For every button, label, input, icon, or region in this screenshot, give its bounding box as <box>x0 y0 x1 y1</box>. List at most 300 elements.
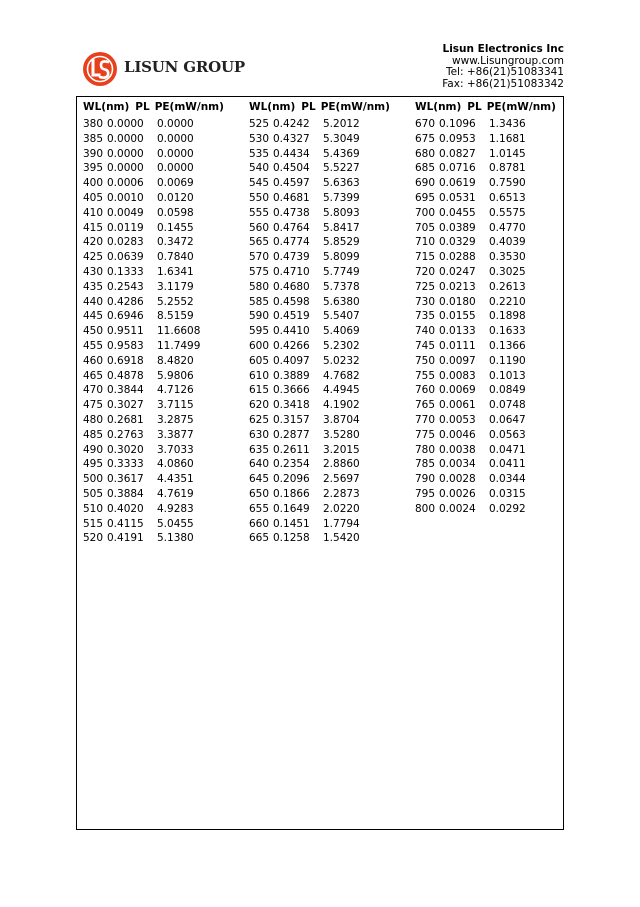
cell-wl: 680 <box>415 147 436 160</box>
cell-pl: 0.4764 <box>273 221 310 234</box>
table-row <box>415 443 556 458</box>
table-row <box>83 502 224 517</box>
cell-wl: 475 <box>83 399 104 412</box>
cell-pl: 0.0097 <box>439 354 476 367</box>
cell-wl: 580 <box>249 280 270 293</box>
cell-wl: 745 <box>415 339 436 352</box>
table-row <box>249 443 390 458</box>
cell-pl: 0.1096 <box>439 118 476 130</box>
cell-pe: 5.7399 <box>323 191 360 204</box>
cell-pe: 11.7499 <box>157 339 201 352</box>
cell-wl: 545 <box>249 177 270 190</box>
cell-pe: 2.2873 <box>323 487 360 500</box>
table-row <box>249 235 390 250</box>
header-pe: PE(mW/nm) <box>486 101 556 113</box>
cell-wl: 530 <box>249 132 270 145</box>
cell-pl: 0.0069 <box>439 384 476 397</box>
cell-pe: 1.3436 <box>489 118 526 130</box>
cell-pl: 0.0034 <box>439 458 476 471</box>
cell-wl: 660 <box>249 517 270 530</box>
cell-wl: 795 <box>415 487 436 500</box>
cell-wl: 765 <box>415 399 436 412</box>
cell-pe: 5.8099 <box>323 251 360 264</box>
cell-pl: 0.0000 <box>107 132 144 145</box>
cell-pe: 5.5407 <box>323 310 360 323</box>
cell-wl: 775 <box>415 428 436 441</box>
cell-wl: 710 <box>415 236 436 249</box>
cell-pe: 5.1380 <box>157 532 194 545</box>
table-row <box>83 472 224 487</box>
cell-pe: 0.0120 <box>157 191 194 204</box>
cell-pl: 0.9583 <box>107 339 144 352</box>
cell-pe: 3.1179 <box>157 280 194 293</box>
cell-pl: 0.2681 <box>107 413 144 426</box>
cell-wl: 435 <box>83 280 104 293</box>
cell-pl: 0.4598 <box>273 295 310 308</box>
page-header <box>76 44 566 94</box>
cell-pl: 0.4597 <box>273 177 310 190</box>
cell-pe: 0.7590 <box>489 177 526 190</box>
table-row <box>249 206 390 221</box>
cell-pl: 0.1649 <box>273 502 310 515</box>
header-pl: PL <box>467 101 482 113</box>
table-row <box>415 295 556 310</box>
cell-pl: 0.0053 <box>439 413 476 426</box>
cell-pl: 0.0000 <box>107 162 144 175</box>
cell-wl: 785 <box>415 458 436 471</box>
cell-wl: 455 <box>83 339 104 352</box>
cell-wl: 770 <box>415 413 436 426</box>
cell-pl: 0.6918 <box>107 354 144 367</box>
cell-pl: 0.1866 <box>273 487 310 500</box>
table-row <box>415 191 556 206</box>
cell-pl: 0.9511 <box>107 325 144 338</box>
table-row <box>83 457 224 472</box>
table-row <box>415 398 556 413</box>
cell-pl: 0.4286 <box>107 295 144 308</box>
table-row <box>83 161 224 176</box>
table-row <box>83 250 224 265</box>
cell-pl: 0.1451 <box>273 517 310 530</box>
cell-pl: 0.3889 <box>273 369 310 382</box>
table-row <box>83 398 224 413</box>
cell-pl: 0.0061 <box>439 399 476 412</box>
table-row <box>415 369 556 384</box>
table-row <box>83 176 224 191</box>
cell-pe: 5.4069 <box>323 325 360 338</box>
table-row <box>83 309 224 324</box>
cell-wl: 695 <box>415 191 436 204</box>
table-row <box>249 472 390 487</box>
cell-wl: 500 <box>83 473 104 486</box>
table-row <box>83 413 224 428</box>
cell-wl: 395 <box>83 162 104 175</box>
cell-pl: 0.0389 <box>439 221 476 234</box>
table-row <box>415 487 556 502</box>
cell-pe: 4.1902 <box>323 399 360 412</box>
cell-wl: 550 <box>249 191 270 204</box>
cell-wl: 620 <box>249 399 270 412</box>
cell-wl: 415 <box>83 221 104 234</box>
cell-pe: 8.4820 <box>157 354 194 367</box>
cell-pe: 0.3472 <box>157 236 194 249</box>
cell-wl: 675 <box>415 132 436 145</box>
cell-pe: 1.1681 <box>489 132 526 145</box>
cell-pe: 0.8781 <box>489 162 526 175</box>
cell-pe: 0.0563 <box>489 428 526 441</box>
cell-pe: 5.9806 <box>157 369 194 382</box>
table-row <box>249 487 390 502</box>
cell-pe: 4.4945 <box>323 384 360 397</box>
table-row <box>249 457 390 472</box>
header-wl: WL(nm) <box>249 101 296 113</box>
cell-pe: 1.0145 <box>489 147 526 160</box>
cell-pl: 0.0024 <box>439 502 476 515</box>
company-info <box>442 44 564 90</box>
cell-pe: 0.1633 <box>489 325 526 338</box>
cell-pe: 0.0292 <box>489 502 526 515</box>
table-row <box>249 221 390 236</box>
cell-pl: 0.0006 <box>107 177 144 190</box>
table-row <box>415 280 556 295</box>
cell-pl: 0.0010 <box>107 191 144 204</box>
header-pe: PE(mW/nm) <box>320 101 390 113</box>
cell-pl: 0.2763 <box>107 428 144 441</box>
header-wl: WL(nm) <box>415 101 462 113</box>
header-pl: PL <box>301 101 316 113</box>
cell-pl: 0.4266 <box>273 339 310 352</box>
cell-pl: 0.4097 <box>273 354 310 367</box>
brand-name: LISUN GROUP <box>124 58 245 76</box>
table-row <box>415 221 556 236</box>
company-name: Lisun Electronics Inc <box>442 43 564 55</box>
cell-pl: 0.0083 <box>439 369 476 382</box>
cell-wl: 425 <box>83 251 104 264</box>
cell-wl: 440 <box>83 295 104 308</box>
cell-pl: 0.2543 <box>107 280 144 293</box>
table-row <box>415 206 556 221</box>
cell-pl: 0.4504 <box>273 162 310 175</box>
cell-pl: 0.6946 <box>107 310 144 323</box>
table-row <box>415 324 556 339</box>
cell-pe: 3.7115 <box>157 399 194 412</box>
cell-wl: 510 <box>83 502 104 515</box>
cell-wl: 725 <box>415 280 436 293</box>
table-row <box>415 383 556 398</box>
cell-wl: 525 <box>249 118 270 130</box>
cell-wl: 540 <box>249 162 270 175</box>
cell-wl: 405 <box>83 191 104 204</box>
table-row <box>249 383 390 398</box>
table-row <box>249 132 390 147</box>
cell-pl: 0.3884 <box>107 487 144 500</box>
cell-pl: 0.4738 <box>273 206 310 219</box>
cell-pe: 3.8704 <box>323 413 360 426</box>
table-row <box>83 206 224 221</box>
cell-wl: 750 <box>415 354 436 367</box>
cell-pl: 0.3418 <box>273 399 310 412</box>
cell-pe: 11.6608 <box>157 325 201 338</box>
table-row <box>249 250 390 265</box>
table-row <box>415 161 556 176</box>
cell-pe: 5.8417 <box>323 221 360 234</box>
table-row <box>249 531 390 546</box>
cell-pe: 0.0000 <box>157 162 194 175</box>
cell-pe: 5.6380 <box>323 295 360 308</box>
cell-wl: 730 <box>415 295 436 308</box>
cell-pl: 0.0639 <box>107 251 144 264</box>
cell-pl: 0.4191 <box>107 532 144 545</box>
cell-pe: 0.0471 <box>489 443 526 456</box>
cell-pl: 0.3020 <box>107 443 144 456</box>
cell-pe: 0.3530 <box>489 251 526 264</box>
cell-pl: 0.0155 <box>439 310 476 323</box>
cell-wl: 600 <box>249 339 270 352</box>
data-column-3 <box>415 101 556 517</box>
cell-pl: 0.0619 <box>439 177 476 190</box>
cell-wl: 480 <box>83 413 104 426</box>
cell-pe: 0.6513 <box>489 191 526 204</box>
cell-pl: 0.2877 <box>273 428 310 441</box>
cell-pl: 0.3157 <box>273 413 310 426</box>
cell-pe: 5.6363 <box>323 177 360 190</box>
header-wl: WL(nm) <box>83 101 130 113</box>
cell-wl: 630 <box>249 428 270 441</box>
table-row <box>249 265 390 280</box>
cell-wl: 700 <box>415 206 436 219</box>
cell-wl: 505 <box>83 487 104 500</box>
cell-pe: 4.9283 <box>157 502 194 515</box>
cell-wl: 520 <box>83 532 104 545</box>
table-row <box>83 354 224 369</box>
cell-wl: 430 <box>83 265 104 278</box>
cell-pl: 0.4878 <box>107 369 144 382</box>
cell-pl: 0.2354 <box>273 458 310 471</box>
cell-pl: 0.0247 <box>439 265 476 278</box>
cell-pe: 0.0598 <box>157 206 194 219</box>
cell-pe: 4.4351 <box>157 473 194 486</box>
column-header <box>415 101 556 117</box>
company-tel: Tel: +86(21)51083341 <box>445 66 564 78</box>
table-row <box>415 413 556 428</box>
data-table-frame <box>76 96 564 830</box>
cell-pl: 0.0953 <box>439 132 476 145</box>
cell-pe: 3.3877 <box>157 428 194 441</box>
table-row <box>249 295 390 310</box>
cell-wl: 605 <box>249 354 270 367</box>
cell-wl: 590 <box>249 310 270 323</box>
cell-pl: 0.0028 <box>439 473 476 486</box>
cell-pl: 0.0046 <box>439 428 476 441</box>
table-row <box>249 428 390 443</box>
table-row <box>249 369 390 384</box>
table-row <box>415 132 556 147</box>
cell-pl: 0.3027 <box>107 399 144 412</box>
cell-pl: 0.0455 <box>439 206 476 219</box>
cell-wl: 645 <box>249 473 270 486</box>
table-row <box>83 487 224 502</box>
table-row <box>249 413 390 428</box>
table-row <box>83 339 224 354</box>
table-row <box>415 309 556 324</box>
table-row <box>83 531 224 546</box>
cell-wl: 780 <box>415 443 436 456</box>
cell-pl: 0.0000 <box>107 147 144 160</box>
cell-wl: 655 <box>249 502 270 515</box>
cell-wl: 800 <box>415 502 436 515</box>
table-row <box>415 428 556 443</box>
cell-pe: 3.2875 <box>157 413 194 426</box>
cell-wl: 685 <box>415 162 436 175</box>
cell-pl: 0.0827 <box>439 147 476 160</box>
company-website: www.Lisungroup.com <box>452 54 564 67</box>
cell-pe: 3.2015 <box>323 443 360 456</box>
cell-pl: 0.1333 <box>107 265 144 278</box>
cell-pe: 8.5159 <box>157 310 194 323</box>
cell-pe: 2.8860 <box>323 458 360 471</box>
table-row <box>249 324 390 339</box>
table-row <box>249 280 390 295</box>
cell-wl: 565 <box>249 236 270 249</box>
cell-wl: 450 <box>83 325 104 338</box>
cell-pe: 0.0748 <box>489 399 526 412</box>
table-row <box>249 176 390 191</box>
cell-pl: 0.4739 <box>273 251 310 264</box>
cell-pl: 0.4710 <box>273 265 310 278</box>
cell-wl: 665 <box>249 532 270 545</box>
cell-pe: 5.2552 <box>157 295 194 308</box>
cell-pe: 5.8093 <box>323 206 360 219</box>
table-row <box>83 221 224 236</box>
cell-wl: 635 <box>249 443 270 456</box>
cell-pl: 0.0026 <box>439 487 476 500</box>
cell-pe: 0.0000 <box>157 118 194 130</box>
table-row <box>249 309 390 324</box>
cell-pe: 0.1455 <box>157 221 194 234</box>
cell-pe: 1.5420 <box>323 532 360 545</box>
table-row <box>415 339 556 354</box>
cell-wl: 670 <box>415 118 436 130</box>
cell-wl: 615 <box>249 384 270 397</box>
table-row <box>249 502 390 517</box>
cell-pl: 0.1258 <box>273 532 310 545</box>
cell-pe: 5.2302 <box>323 339 360 352</box>
cell-pe: 0.2210 <box>489 295 526 308</box>
header-pl: PL <box>135 101 150 113</box>
cell-pe: 4.0860 <box>157 458 194 471</box>
cell-pe: 0.4039 <box>489 236 526 249</box>
cell-pl: 0.0133 <box>439 325 476 338</box>
table-row <box>415 457 556 472</box>
cell-pe: 0.2613 <box>489 280 526 293</box>
cell-pe: 1.7794 <box>323 517 360 530</box>
cell-wl: 595 <box>249 325 270 338</box>
cell-pl: 0.3666 <box>273 384 310 397</box>
table-row <box>83 428 224 443</box>
cell-wl: 465 <box>83 369 104 382</box>
table-row <box>415 176 556 191</box>
cell-wl: 760 <box>415 384 436 397</box>
cell-pl: 0.4020 <box>107 502 144 515</box>
table-row <box>249 398 390 413</box>
cell-pl: 0.0119 <box>107 221 144 234</box>
cell-pe: 1.6341 <box>157 265 194 278</box>
cell-pe: 3.5280 <box>323 428 360 441</box>
cell-pl: 0.4115 <box>107 517 144 530</box>
cell-wl: 385 <box>83 132 104 145</box>
cell-pl: 0.0000 <box>107 118 144 130</box>
table-row <box>83 147 224 162</box>
cell-pl: 0.4434 <box>273 147 310 160</box>
table-row <box>83 383 224 398</box>
table-row <box>83 265 224 280</box>
cell-pe: 4.7619 <box>157 487 194 500</box>
cell-wl: 715 <box>415 251 436 264</box>
cell-pl: 0.4242 <box>273 118 310 130</box>
cell-pl: 0.0531 <box>439 191 476 204</box>
cell-pl: 0.0283 <box>107 236 144 249</box>
cell-wl: 460 <box>83 354 104 367</box>
cell-pl: 0.4774 <box>273 236 310 249</box>
column-header <box>249 101 390 117</box>
cell-pe: 0.0344 <box>489 473 526 486</box>
table-row <box>249 117 390 132</box>
cell-pe: 3.7033 <box>157 443 194 456</box>
cell-wl: 490 <box>83 443 104 456</box>
cell-pe: 5.8529 <box>323 236 360 249</box>
cell-pl: 0.4410 <box>273 325 310 338</box>
table-row <box>249 339 390 354</box>
table-row <box>415 147 556 162</box>
cell-pe: 5.5227 <box>323 162 360 175</box>
cell-wl: 420 <box>83 236 104 249</box>
table-row <box>249 161 390 176</box>
cell-pe: 5.7749 <box>323 265 360 278</box>
cell-pl: 0.0329 <box>439 236 476 249</box>
cell-wl: 575 <box>249 265 270 278</box>
cell-wl: 650 <box>249 487 270 500</box>
cell-pe: 0.0069 <box>157 177 194 190</box>
cell-pl: 0.2611 <box>273 443 310 456</box>
cell-pe: 5.0455 <box>157 517 194 530</box>
cell-wl: 515 <box>83 517 104 530</box>
cell-wl: 720 <box>415 265 436 278</box>
cell-wl: 570 <box>249 251 270 264</box>
table-row <box>415 235 556 250</box>
table-row <box>83 295 224 310</box>
cell-wl: 740 <box>415 325 436 338</box>
cell-wl: 470 <box>83 384 104 397</box>
cell-wl: 585 <box>249 295 270 308</box>
table-row <box>83 132 224 147</box>
cell-pl: 0.0288 <box>439 251 476 264</box>
table-row <box>415 265 556 280</box>
cell-wl: 640 <box>249 458 270 471</box>
company-fax: Fax: +86(21)51083342 <box>442 77 564 90</box>
table-row <box>249 354 390 369</box>
cell-wl: 690 <box>415 177 436 190</box>
cell-pl: 0.0038 <box>439 443 476 456</box>
cell-pl: 0.4327 <box>273 132 310 145</box>
cell-pe: 0.1366 <box>489 339 526 352</box>
cell-wl: 445 <box>83 310 104 323</box>
cell-pe: 2.0220 <box>323 502 360 515</box>
cell-pe: 0.0411 <box>489 458 526 471</box>
table-row <box>415 472 556 487</box>
cell-pl: 0.0049 <box>107 206 144 219</box>
cell-wl: 735 <box>415 310 436 323</box>
cell-wl: 485 <box>83 428 104 441</box>
